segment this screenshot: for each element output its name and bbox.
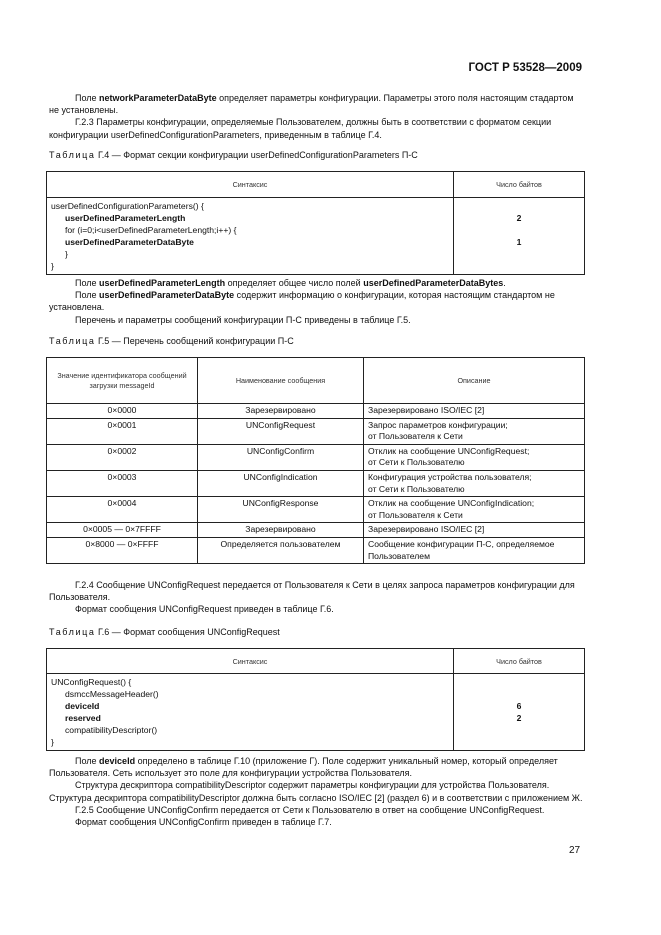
table-row: 0×8000 — 0×FFFF Определяется пользователем Сообщение конфигурации П-С, определяемое Пользователем <box>47 537 585 563</box>
table-g4-syntax-cell: userDefinedConfigurationParameters() { userDefinedParameterLength for (i=0;i<userDefinedParameterLength;i++) { userDefinedParameterDataByte } } <box>47 198 454 275</box>
table-row: 0×0002 UNConfigConfirm Отклик на сообщение UNConfigRequest; от Сети к Пользователю <box>47 444 585 470</box>
table-g4-header-bytes: Число байтов <box>454 172 585 198</box>
intro-paragraphs <box>49 92 584 141</box>
table-g5-header-name: Наименование сообщения <box>198 358 364 404</box>
paragraph-format-g7: Формат сообщения UNConfigConfirm приведен в таблице Г.7. <box>75 817 332 828</box>
table-row: 0×0000 Зарезервировано Зарезервировано ISO/IEC [2] <box>47 404 585 419</box>
table-row: 0×0001 UNConfigRequest Запрос параметров конфигурации; от Пользователя к Сети <box>47 418 585 444</box>
paragraph-message-list: Перечень и параметры сообщений конфигурации П-С приведены в таблице Г.5. <box>75 314 411 325</box>
middle-paragraphs <box>49 277 584 326</box>
paragraph-format-g6: Формат сообщения UNConfigRequest приведен в таблице Г.6. <box>75 604 334 615</box>
paragraph-g25: Г.2.5 Сообщение UNConfigConfirm передается от Сети к Пользователю в ответ на сообщение UNConfigRequest. <box>75 804 545 815</box>
closing-paragraphs <box>49 755 584 828</box>
table-g6-header-syntax: Синтаксис <box>47 649 454 674</box>
table-g6 <box>46 648 585 751</box>
table-g4-caption: Таблица Г.4 — Формат секции конфигурации userDefinedConfigurationParameters П-С <box>49 150 418 160</box>
table-row: 0×0005 — 0×7FFFF Зарезервировано Зарезервировано ISO/IEC [2] <box>47 523 585 538</box>
table-g4-header-syntax: Синтаксис <box>47 172 454 198</box>
table-g6-header-bytes: Число байтов <box>454 649 585 674</box>
paragraph-param-data: Поле userDefinedParameterDataByte содержит информацию о конфигурации, которая настоящим стандартом не установлена. <box>49 290 555 313</box>
table-g4-bytes-cell: 2 1 <box>454 198 585 275</box>
table-g5-header-desc: Описание <box>364 358 585 404</box>
table-g6-syntax-cell: UNConfigRequest() { dsmccMessageHeader() deviceId reserved compatibilityDescriptor() } <box>47 674 454 751</box>
table-g5-caption: Таблица Г.5 — Перечень сообщений конфигурации П-С <box>49 336 294 346</box>
page-number: 27 <box>569 845 581 856</box>
paragraph-g24: Г.2.4 Сообщение UNConfigRequest передается от Пользователя к Сети в целях запроса параметров конфигурации для Пользователя. <box>49 580 575 603</box>
table-g6-bytes-cell: 6 2 <box>454 674 585 751</box>
paragraph-network-byte: Поле networkParameterDataByte определяет параметры конфигурации. Параметры этого поля настоящим стадартом не установлены. <box>49 93 574 116</box>
paragraph-param-length: Поле userDefinedParameterLength определяет общее число полей userDefinedParameterDataBytes. <box>75 278 506 288</box>
table-g6-caption: Таблица Г.6 — Формат сообщения UNConfigRequest <box>49 627 280 637</box>
paragraph-device-id: Поле deviceId определено в таблице Г.10 (приложение Г). Поле содержит уникальный номер, который определяет Пользователя. Сеть использует это поле для конфигурации устройства Пользователя. <box>49 756 558 779</box>
paragraph-g23: Г.2.3 Параметры конфигурации, определяемые Пользователем, должны быть в соответствии с форматом секции конфигурации userDefinedConfigurationParameters, приведенным в таблице Г.4. <box>49 117 552 140</box>
table-g5-header-id: Значение идентификатора сообщений загрузки messageId <box>47 358 198 404</box>
paragraph-compatibility: Структура дескриптора compatibilityDescriptor содержит параметры конфигурации для устройства Пользователя. Структура дескриптора compatibilityDescriptor должна быть согласно ISO/IEC [2] (раздел 6) и в соответствии с приложением Ж. <box>49 780 583 803</box>
table-row: 0×0004 UNConfigResponse Отклик на сообщение UNConfigIndication; от Пользователя к Сети <box>47 497 585 523</box>
g24-paragraphs <box>49 579 584 616</box>
table-g4 <box>46 171 585 275</box>
table-row: 0×0003 UNConfigIndication Конфигурация устройства пользователя; от Сети к Пользователю <box>47 470 585 496</box>
table-g5 <box>46 357 585 564</box>
document-id: ГОСТ Р 53528—2009 <box>468 62 582 74</box>
